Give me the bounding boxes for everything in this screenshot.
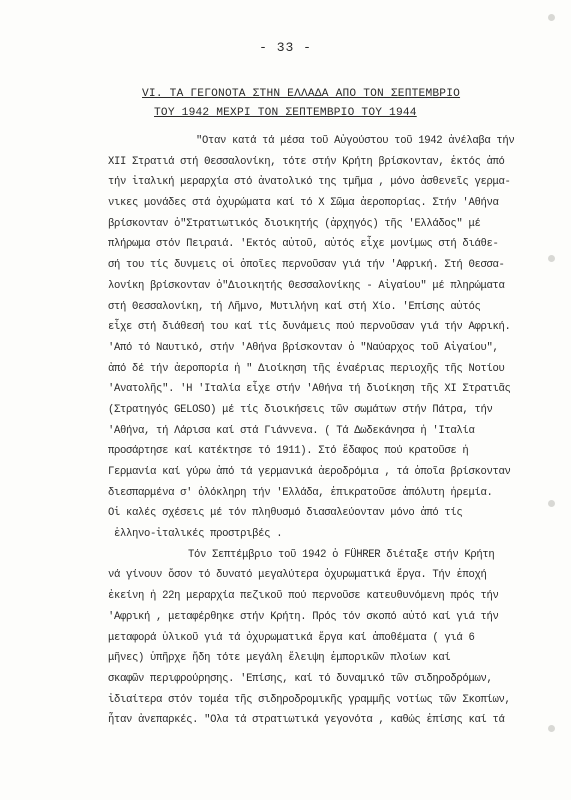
text-line: ἀπό δέ τήν ἀεροπορία ἡ " Διοίκηση τῆς ἐναέριας περιοχῆς τῆς Νοτίου xyxy=(108,362,505,375)
text-line: νικες μονάδες στά ὀχυρώματα καί τό Χ Σῶμα ἀεροπορίας. Στήν 'Αθήνα xyxy=(108,197,499,210)
text-line: 'Αθήνα, τή Λάρισα καί στά Γιάννενα. ( Τά Δωδεκάνησα ἡ 'Ιταλία xyxy=(108,424,475,437)
text-line: μῆνες) ὑπῆρχε ἤδη τότε μεγάλη ἔλειψη ἐμπορικῶν πλοίων καί xyxy=(108,652,451,665)
text-line: Γερμανία καί γύρω ἀπό τά γερμανικά ἀεροδρόμια , τά ὁποῖα βρίσκονταν xyxy=(108,466,511,478)
text-line: 'Ανατολῆς". 'Η 'Ιταλία εἶχε στήν 'Αθήνα τή διοίκηση τῆς ΧΙ Στρατιᾶς xyxy=(108,383,511,396)
text-line: εἶχε στή διάθεσή του καί τίς δυνάμεις πού περνοῦσαν γιά τήν Αφρική. xyxy=(108,321,511,334)
text-line: μεταφορά ὑλικοῦ γιά τά ὀχυρωματικά ἔργα καί ἀποθέματα ( γιά 6 xyxy=(108,631,475,644)
text-line: νά γίνουν ὅσον τό δυνατό μεγαλύτερα ὀχυρωματικά ἔργα. Τήν ἐποχή xyxy=(108,569,487,582)
text-line: 'Από τό Ναυτικό, στήν 'Αθήνα βρίσκονταν ὁ "Ναύαρχος τοῦ Αἰγαίου", xyxy=(108,341,499,354)
text-line: σή του τίς δυνμεις οἱ ὁποῖες περνοῦσαν γιά τήν 'Αφρική. Στή Θεσσα- xyxy=(108,259,505,272)
chapter-heading-line-1: VI. ΤΑ ΓΕΓΟΝΟΤΑ ΣΤΗΝ ΕΛΛΑΔΑ ΑΠΟ ΤΟΝ ΣΕΠΤΕΜΒΡΙΟ xyxy=(142,88,461,100)
text-line: ἦταν ἀνεπαρκές. "Ολα τά στρατιωτικά γεγονότα , καθώς ἐπίσης καί τά xyxy=(108,714,505,727)
text-line: τήν ἰταλική μεραρχία στό ἀνατολικό της τμῆμα , μόνο ἀσθενεῖς γερμα- xyxy=(108,176,511,189)
text-line: λονίκη βρίσκονταν ὁ"Διοικητής Θεσσαλονίκης - Αἰγαίου" μέ πληρώματα xyxy=(108,279,505,292)
text-line: Τόν Σεπτέμβριο τοῦ 1942 ὁ FÜHRER διέταξε στήν Κρήτη xyxy=(188,548,495,561)
chapter-heading-line-2: ΤΟΥ 1942 ΜΕΧΡΙ ΤΟΝ ΣΕΠΤΕΜΒΡΙΟ ΤΟΥ 1944 xyxy=(154,107,417,119)
text-line: βρίσκονταν ὁ"Στρατιωτικός διοικητής (ἀρχηγός) τῆς 'Ελλάδος" μέ xyxy=(108,217,481,230)
text-line: προσάρτησε καί κατέκτησε τό 1911). Στό ἔδαφος πού κρατοῦσε ἡ xyxy=(108,445,469,458)
text-line: 'Αφρική , μεταφέρθηκε στήν Κρήτη. Πρός τόν σκοπό αὐτό καί γιά τήν xyxy=(108,610,499,623)
text-line: ἑλληνο-ἰταλικές προστριβές . xyxy=(114,528,283,541)
text-line: διεσπαρμένα σ' ὁλόκληρη τήν 'Ελλάδα, ἐπικρατοῦσε ἀπόλυτη ἠρεμία. xyxy=(108,486,493,499)
text-line: σκαφῶν περιφρούρησης. 'Επίσης, καί τό δυναμικό τῶν σιδηροδρόμων, xyxy=(108,672,493,685)
text-line: ἰδιαίτερα στόν τομέα τῆς σιδηροδρομικῆς γραμμῆς νοτίως τῶν Σκοπίων, xyxy=(108,693,511,706)
binder-hole xyxy=(548,14,555,21)
body-text xyxy=(108,131,553,731)
text-line: πλήρωμα στόν Πειραιά. 'Εκτός αὐτοῦ, αὐτός εἶχε μονίμως στή διάθε- xyxy=(108,238,499,251)
text-line: στή Θεσσαλονίκη, τή Λῆμνο, Μυτιλήνη καί στή Χίο. 'Επίσης αὐτός xyxy=(108,300,481,313)
text-line: ΧΙΙ Στρατιά στή Θεσσαλονίκη, τότε στήν Κρήτη βρίσκονταν, ἐκτός ἀπό xyxy=(108,155,505,168)
page-number: - 33 - xyxy=(259,40,312,55)
text-line: Οἱ καλές σχέσεις μέ τόν πληθυσμό διασαλεύονταν μόνο ἀπό τίς xyxy=(108,507,463,520)
text-line: ἐκείνη ἡ 22η μεραρχία πεζικοῦ πού περνοῦσε κατευθυνόμενη πρός τήν xyxy=(108,590,499,603)
text-line: (Στρατηγός GELOSO) μέ τίς διοικήσεις τῶν σωμάτων στήν Πάτρα, τήν xyxy=(108,403,493,416)
text-line: "Οταν κατά τά μέσα τοῦ Αὐγούστου τοῦ 1942 ἀνέλαβα τήν xyxy=(196,135,515,147)
